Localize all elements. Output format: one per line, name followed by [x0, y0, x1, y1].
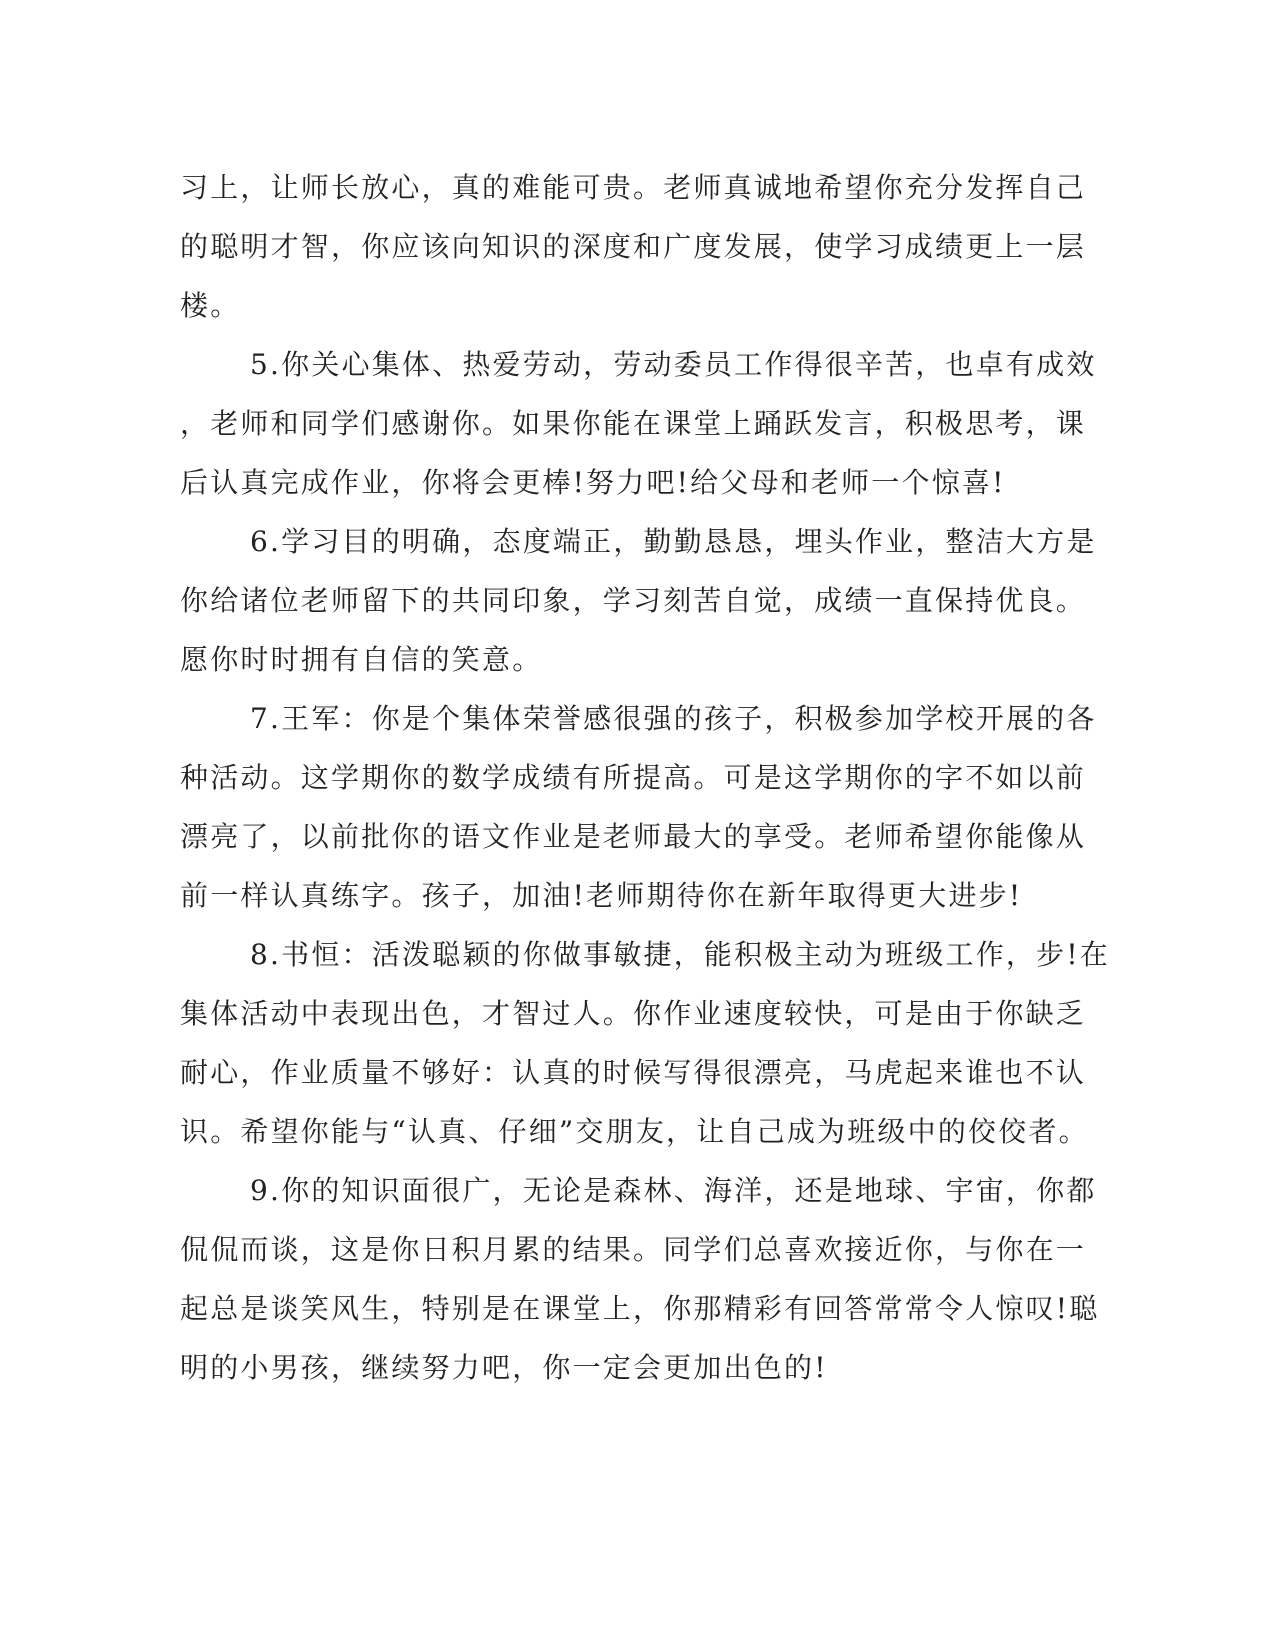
text-line: 习上，让师长放心，真的难能可贵。老师真诚地希望你充分发挥自己 — [180, 171, 1087, 204]
text-line: 侃侃而谈，这是你日积月累的结果。同学们总喜欢接近你，与你在一 — [180, 1233, 1087, 1266]
paragraph-5 — [180, 335, 1097, 512]
paragraph-6 — [180, 512, 1097, 689]
paragraph-8 — [180, 925, 1110, 1161]
text-line: 漂亮了，以前批你的语文作业是老师最大的享受。老师希望你能像从 — [180, 820, 1087, 853]
paragraph-7 — [180, 689, 1097, 925]
text-line: ，老师和同学们感谢你。如果你能在课堂上踊跃发言，积极思考，课 — [180, 407, 1087, 440]
paragraph-4-continued — [180, 158, 1087, 335]
text-line: 后认真完成作业，你将会更棒!努力吧!给父母和老师一个惊喜! — [180, 466, 1006, 499]
text-line: 8.书恒：活泼聪颖的你做事敏捷，能积极主动为班级工作，步!在 — [250, 938, 1110, 971]
text-line: 6.学习目的明确，态度端正，勤勤恳恳，埋头作业，整洁大方是 — [250, 525, 1097, 558]
text-line: 你给诸位老师留下的共同印象，学习刻苦自觉，成绩一直保持优良。 — [180, 584, 1087, 617]
text-line: 起总是谈笑风生，特别是在课堂上，你那精彩有回答常常令人惊叹!聪 — [180, 1292, 1100, 1325]
text-line: 明的小男孩，继续努力吧，你一定会更加出色的! — [180, 1351, 828, 1384]
text-line: 集体活动中表现出色，才智过人。你作业速度较快，可是由于你缺乏 — [180, 997, 1087, 1030]
text-line: 的聪明才智，你应该向知识的深度和广度发展，使学习成绩更上一层 — [180, 230, 1087, 263]
text-line: 7.王军：你是个集体荣誉感很强的孩子，积极参加学校开展的各 — [250, 702, 1097, 735]
paragraph-9 — [180, 1161, 1100, 1397]
text-line: 楼。 — [180, 289, 241, 322]
text-line: 识。希望你能与“认真、仔细”交朋友，让自己成为班级中的佼佼者。 — [180, 1115, 1089, 1148]
text-line: 愿你时时拥有自信的笑意。 — [180, 643, 543, 676]
text-line: 种活动。这学期你的数学成绩有所提高。可是这学期你的字不如以前 — [180, 761, 1087, 794]
text-line: 9.你的知识面很广，无论是森林、海洋，还是地球、宇宙，你都 — [250, 1174, 1097, 1207]
text-line: 耐心，作业质量不够好：认真的时候写得很漂亮，马虎起来谁也不认 — [180, 1056, 1087, 1089]
text-line: 前一样认真练字。孩子，加油!老师期待你在新年取得更大进步! — [180, 879, 1023, 912]
document-body — [180, 158, 1110, 1397]
text-line: 5.你关心集体、热爱劳动，劳动委员工作得很辛苦，也卓有成效 — [250, 348, 1097, 381]
